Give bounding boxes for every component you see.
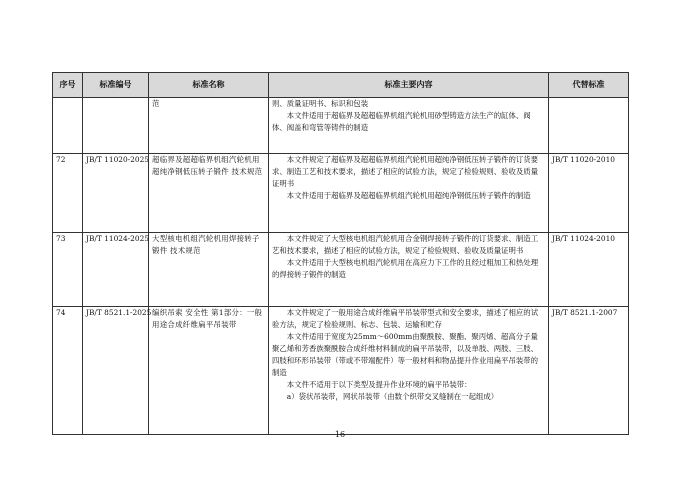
cell-content — [269, 98, 549, 154]
table-row — [53, 233, 629, 307]
cell-code — [83, 98, 149, 154]
cell-code: JB/T 11024-2025 — [83, 233, 149, 307]
content-line: 本文件规定了超临界及超超临界机组汽轮机用超纯净钢低压转子锻件的订货要求、制造工艺和技术要求，描述了相应的试验方法，规定了检验规则、验收及质量证明书 — [272, 155, 539, 188]
cell-content — [269, 154, 549, 233]
cell-name: 编织吊索 安全性 第1部分：一般用途合成纤维扁平吊装带 — [149, 307, 269, 435]
cell-content — [269, 233, 549, 307]
table-row-continued — [53, 98, 629, 154]
content-line: 本文件适用于超临界及超超临界机组汽轮机用砂型铸造方法生产的缸体、阀体、阀盖和弯管等铸件的制造 — [272, 111, 531, 132]
standards-table — [52, 72, 629, 435]
cell-replaced — [549, 98, 629, 154]
page-number: 16 — [334, 430, 346, 439]
content-line: 则、质量证明书、标识和包装 — [272, 99, 369, 108]
content-line: 本文件规定了一般用途合成纤维扁平吊装带型式和安全要求，描述了相应的试验方法，规定了检验规则、标志、包装、运输和贮存 — [272, 308, 539, 329]
cell-seq — [53, 98, 83, 154]
content-line: a）袋状吊装带，网状吊装带（由数个织带交叉缝制在一起组成） — [286, 392, 499, 401]
table-row — [53, 307, 629, 435]
table-header-row — [53, 73, 629, 98]
content-line: 本文件适用于大型核电机组汽轮机用在高应力下工作的且经过粗加工和热处理的焊接转子锻件的制造 — [272, 258, 539, 279]
cell-seq: 74 — [53, 307, 83, 435]
cell-seq: 73 — [53, 233, 83, 307]
cell-name: 大型核电机组汽轮机用焊接转子锻件 技术规范 — [149, 233, 269, 307]
document-page — [52, 72, 628, 435]
header-name: 标准名称 — [149, 73, 269, 98]
cell-replaced: JB/T 11024-2010 — [549, 233, 629, 307]
content-line: 本文件不适用于以下类型及提升作业环境的扁平吊装带： — [286, 380, 472, 389]
table-row — [53, 154, 629, 233]
cell-code: JB/T 8521.1-2025 — [83, 307, 149, 435]
cell-content — [269, 307, 549, 435]
cell-seq: 72 — [53, 154, 83, 233]
cell-name: 超临界及超超临界机组汽轮机用超纯净钢低压转子锻件 技术规范 — [149, 154, 269, 233]
header-content: 标准主要内容 — [269, 73, 549, 98]
cell-name: 范 — [149, 98, 269, 154]
header-seq: 序号 — [53, 73, 83, 98]
cell-replaced: JB/T 11020-2010 — [549, 154, 629, 233]
header-code: 标准编号 — [83, 73, 149, 98]
header-replaced: 代替标准 — [549, 73, 629, 98]
cell-replaced: JB/T 8521.1-2007 — [549, 307, 629, 435]
content-line: 本文件规定了大型核电机组汽轮机用合金钢焊接转子锻件的订货要求、制造工艺和技术要求，描述了相应的试验方法，规定了检验规则、验收及质量证明书 — [272, 234, 539, 255]
content-line: 本文件适用于超临界及超超临界机组汽轮机用超纯净钢低压转子锻件的制造 — [286, 191, 531, 200]
content-line: 本文件适用于宽度为25mm～600mm由聚酰胺、聚酯、聚丙烯、超高分子量聚乙烯和芳香族聚酰胺合成纤维材料制成的扁平吊装带，以及单肢、两肢、三肢、四肢和环形吊装带（带或不带端配件）等一般材料和物品提升作业用扁平吊装带的制造 — [272, 332, 539, 377]
cell-code: JB/T 11020-2025 — [83, 154, 149, 233]
